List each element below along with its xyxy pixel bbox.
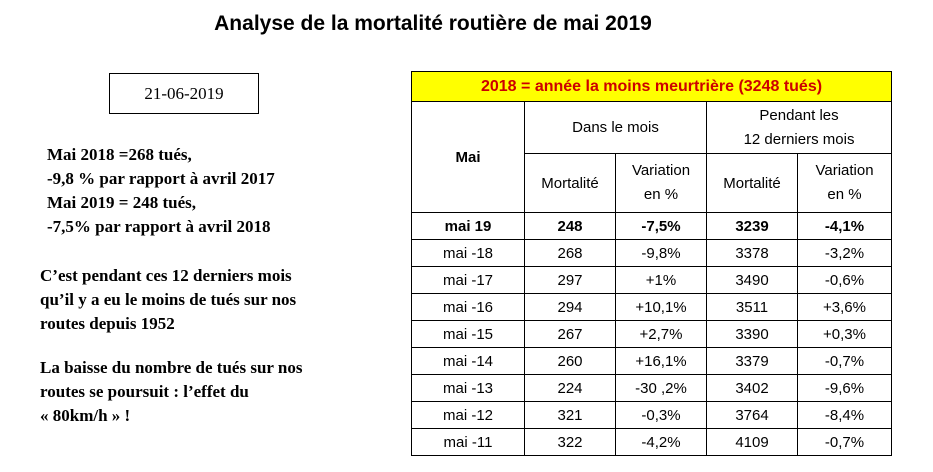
cell-mortalite: 297 [525, 267, 616, 294]
cell-variation-12: -3,2% [798, 240, 892, 267]
cell-month: mai -18 [412, 240, 525, 267]
cell-variation-12: -8,4% [798, 402, 892, 429]
paragraph-line: routes depuis 1952 [40, 314, 175, 333]
cell-month: mai -16 [412, 294, 525, 321]
paragraph-line: C’est pendant ces 12 derniers mois [40, 266, 292, 285]
cell-month: mai -12 [412, 402, 525, 429]
cell-mortalite-12: 4109 [707, 429, 798, 456]
cell-mortalite-12: 3490 [707, 267, 798, 294]
cell-mortalite: 268 [525, 240, 616, 267]
cell-month: mai 19 [412, 213, 525, 240]
summary-paragraph [47, 143, 275, 239]
summary-line: Mai 2019 = 248 tués, [47, 193, 196, 212]
table-row [412, 402, 892, 429]
table-row [412, 321, 892, 348]
cell-month: mai -17 [412, 267, 525, 294]
table-banner: 2018 = année la moins meurtrière (3248 tués) [412, 72, 892, 102]
subheader-mortalite: Mortalité [525, 154, 616, 213]
subheader-variation [616, 154, 707, 213]
cell-mortalite: 248 [525, 213, 616, 240]
cell-mortalite-12: 3764 [707, 402, 798, 429]
cell-mortalite-12: 3402 [707, 375, 798, 402]
cell-mortalite-12: 3239 [707, 213, 798, 240]
paragraph-line: routes se poursuit : l’effet du [40, 382, 249, 401]
decline-paragraph [40, 356, 302, 428]
summary-line: Mai 2018 =268 tués, [47, 145, 192, 164]
cell-mortalite-12: 3379 [707, 348, 798, 375]
table-row [412, 213, 892, 240]
cell-variation: -7,5% [616, 213, 707, 240]
cell-variation-12: +3,6% [798, 294, 892, 321]
subheader-variation-12 [798, 154, 892, 213]
group-header-month: Dans le mois [525, 102, 707, 154]
page-title: Analyse de la mortalité routière de mai 2019 [214, 12, 652, 35]
cell-variation: -0,3% [616, 402, 707, 429]
table-row [412, 429, 892, 456]
cell-mortalite-12: 3378 [707, 240, 798, 267]
cell-mortalite: 294 [525, 294, 616, 321]
cell-variation-12: -4,1% [798, 213, 892, 240]
cell-variation-12: +0,3% [798, 321, 892, 348]
subheader-variation-line1: Variation [631, 162, 691, 179]
cell-variation: -4,2% [616, 429, 707, 456]
cell-mortalite: 267 [525, 321, 616, 348]
cell-mortalite-12: 3511 [707, 294, 798, 321]
subheader-mortalite-12: Mortalité [707, 154, 798, 213]
cell-mortalite-12: 3390 [707, 321, 798, 348]
cell-variation-12: -0,6% [798, 267, 892, 294]
cell-month: mai -11 [412, 429, 525, 456]
cell-month: mai -13 [412, 375, 525, 402]
lowest-deaths-paragraph [40, 264, 296, 336]
group-header-12-line2: 12 derniers mois [743, 130, 855, 148]
summary-line: -9,8 % par rapport à avril 2017 [47, 169, 275, 188]
summary-line: -7,5% par rapport à avril 2018 [47, 217, 271, 236]
subheader-variation-line2: en % [643, 186, 679, 203]
table-row [412, 348, 892, 375]
paragraph-line: La baisse du nombre de tués sur nos [40, 358, 303, 377]
subheader-variation-line1: Variation [815, 162, 874, 179]
paragraph-line: qu’il y a eu le moins de tués sur nos [40, 290, 297, 309]
cell-mortalite: 224 [525, 375, 616, 402]
table-row [412, 294, 892, 321]
cell-variation: -30 ,2% [616, 375, 707, 402]
cell-variation-12: -0,7% [798, 348, 892, 375]
mortality-table [411, 71, 892, 456]
table-header-row [412, 102, 892, 154]
cell-mortalite: 322 [525, 429, 616, 456]
cell-variation: +16,1% [616, 348, 707, 375]
cell-mortalite: 321 [525, 402, 616, 429]
cell-variation: -9,8% [616, 240, 707, 267]
table-row [412, 240, 892, 267]
column-header-mai: Mai [412, 102, 525, 213]
cell-variation: +10,1% [616, 294, 707, 321]
table-row [412, 267, 892, 294]
group-header-12-line1: Pendant les [759, 106, 839, 124]
cell-variation: +2,7% [616, 321, 707, 348]
cell-variation-12: -9,6% [798, 375, 892, 402]
group-header-12-months [707, 102, 892, 154]
table-row [412, 375, 892, 402]
cell-month: mai -14 [412, 348, 525, 375]
cell-month: mai -15 [412, 321, 525, 348]
subheader-variation-line2: en % [827, 186, 862, 203]
paragraph-line: « 80km/h » ! [40, 406, 131, 425]
cell-variation: +1% [616, 267, 707, 294]
table-banner-row [412, 72, 892, 102]
cell-variation-12: -0,7% [798, 429, 892, 456]
cell-mortalite: 260 [525, 348, 616, 375]
date-box: 21-06-2019 [109, 73, 259, 114]
